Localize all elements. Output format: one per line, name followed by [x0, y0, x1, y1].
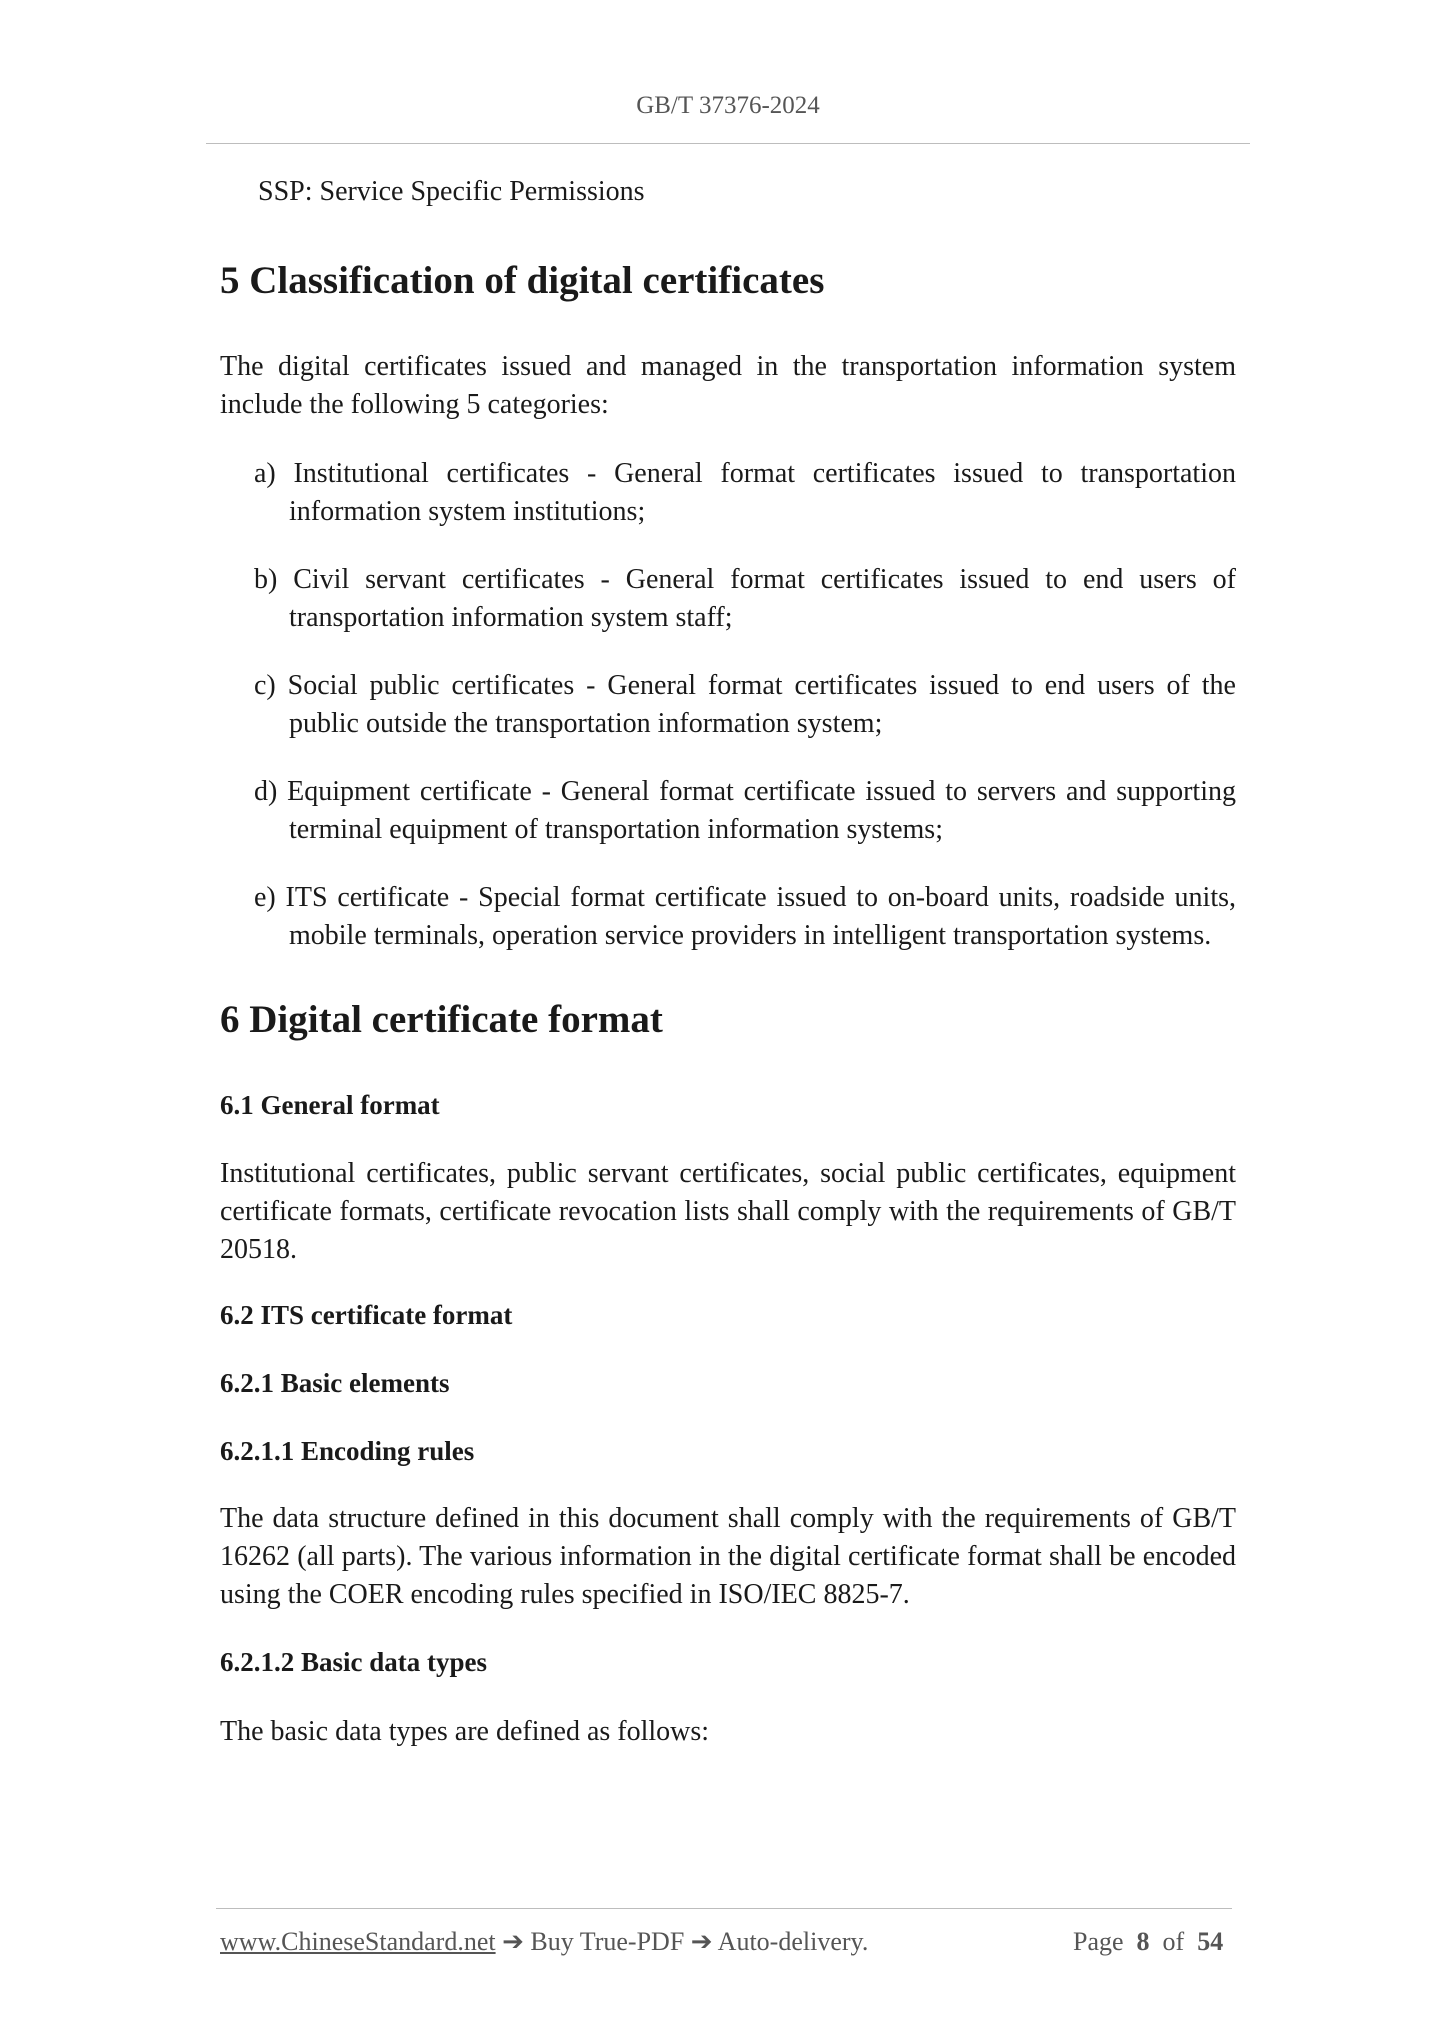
footer-divider: [216, 1908, 1232, 1909]
footer-promo: [220, 1927, 868, 1957]
arrow-right-icon: ➔: [502, 1927, 524, 1956]
site-link[interactable]: www.ChineseStandard.net: [220, 1927, 496, 1956]
section-6-2-title: 6.2 ITS certificate format: [220, 1300, 513, 1330]
arrow-right-icon: ➔: [690, 1927, 713, 1956]
section-6-1-text: Institutional certificates, public servant certificates, social public certificates, equipment certificate formats, certificate revocation lists shall comply with the requirements of GB/T 20518.: [220, 1158, 1236, 1265]
page-total: 54: [1197, 1927, 1224, 1956]
section-6-2-1-title: 6.2.1 Basic elements: [220, 1368, 450, 1398]
list-item-c: c) Social public certificates - General format certificates issued to end users of the public outside the transportation information system;: [254, 670, 1236, 739]
list-item-d: d) Equipment certificate - General format certificate issued to servers and supporting terminal equipment of transportation information systems;: [254, 776, 1236, 845]
section-6-2-1-1-text: The data structure defined in this document shall comply with the requirements of GB/T 16262 (all parts). The various information in the digital certificate format shall be encoded using the COER encoding rules specified in ISO/IEC 8825-7.: [220, 1503, 1236, 1610]
buy-true-pdf-text: Buy True-PDF: [530, 1927, 685, 1956]
page-indicator: [1073, 1927, 1223, 1957]
section-6-title: 6 Digital certificate format: [220, 998, 663, 1041]
page-word: Page: [1073, 1927, 1124, 1956]
section-5-title: 5 Classification of digital certificates: [220, 259, 825, 302]
header-divider: [206, 143, 1250, 144]
document-code-header: GB/T 37376-2024: [636, 92, 820, 119]
section-6-1-title: 6.1 General format: [220, 1090, 440, 1120]
section-6-2-1-2-title: 6.2.1.2 Basic data types: [220, 1647, 488, 1677]
section-6-2-1-2-text: The basic data types are defined as follows:: [220, 1716, 710, 1747]
section-6-2-1-1-title: 6.2.1.1 Encoding rules: [220, 1436, 475, 1466]
auto-delivery-text: Auto-delivery.: [717, 1927, 869, 1956]
list-item-a: a) Institutional certificates - General format certificates issued to transportation information system institutions;: [254, 458, 1236, 527]
abbreviation-ssp: SSP: Service Specific Permissions: [258, 176, 645, 207]
page-number: 8: [1136, 1927, 1150, 1956]
list-item-b: b) Civil servant certificates - General format certificates issued to end users of transportation information system staff;: [254, 564, 1236, 633]
section-5-intro: The digital certificates issued and managed in the transportation information system include the following 5 categories:: [220, 351, 1236, 420]
of-word: of: [1162, 1927, 1185, 1956]
list-item-e: e) ITS certificate - Special format certificate issued to on-board units, roadside units, mobile terminals, operation service providers in intelligent transportation systems.: [254, 882, 1236, 951]
